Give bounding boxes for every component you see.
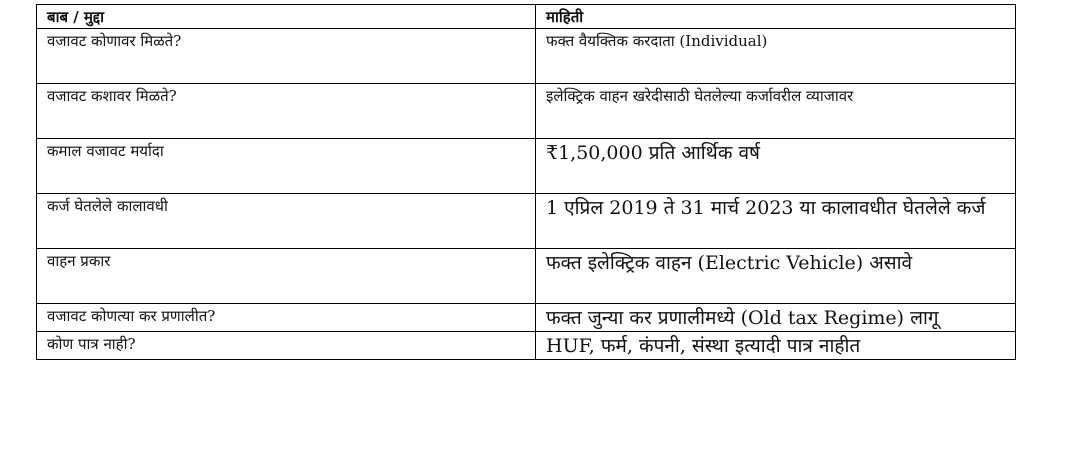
row-topic: कमाल वजावट मर्यादा (37, 139, 536, 194)
deduction-info-table (36, 4, 1016, 360)
row-info: फक्त जुन्या कर प्रणालीमध्ये (Old tax Regime) लागू (536, 304, 1016, 332)
table-header-row (37, 5, 1016, 29)
table-row (37, 84, 1016, 139)
table-row (37, 194, 1016, 249)
row-topic: वाहन प्रकार (37, 249, 536, 304)
table-row (37, 29, 1016, 84)
row-topic: वजावट कशावर मिळते? (37, 84, 536, 139)
row-info: ₹1,50,000 प्रति आर्थिक वर्ष (536, 139, 1016, 194)
row-info: फक्त इलेक्ट्रिक वाहन (Electric Vehicle) असावे (536, 249, 1016, 304)
row-info: HUF, फर्म, कंपनी, संस्था इत्यादी पात्र नाहीत (536, 331, 1016, 359)
row-info: फक्त वैयक्तिक करदाता (Individual) (536, 29, 1016, 84)
header-topic: बाब / मुद्दा (37, 5, 536, 29)
row-topic: कर्ज घेतलेले कालावधी (37, 194, 536, 249)
table-row (37, 331, 1016, 359)
row-info: 1 एप्रिल 2019 ते 31 मार्च 2023 या कालावधीत घेतलेले कर्ज (536, 194, 1016, 249)
row-info: इलेक्ट्रिक वाहन खरेदीसाठी घेतलेल्या कर्जावरील व्याजावर (536, 84, 1016, 139)
row-topic: वजावट कोणत्या कर प्रणालीत? (37, 304, 536, 332)
table-row (37, 139, 1016, 194)
row-topic: कोण पात्र नाही? (37, 331, 536, 359)
header-info: माहिती (536, 5, 1016, 29)
table-row (37, 249, 1016, 304)
row-topic: वजावट कोणावर मिळते? (37, 29, 536, 84)
table-row (37, 304, 1016, 332)
